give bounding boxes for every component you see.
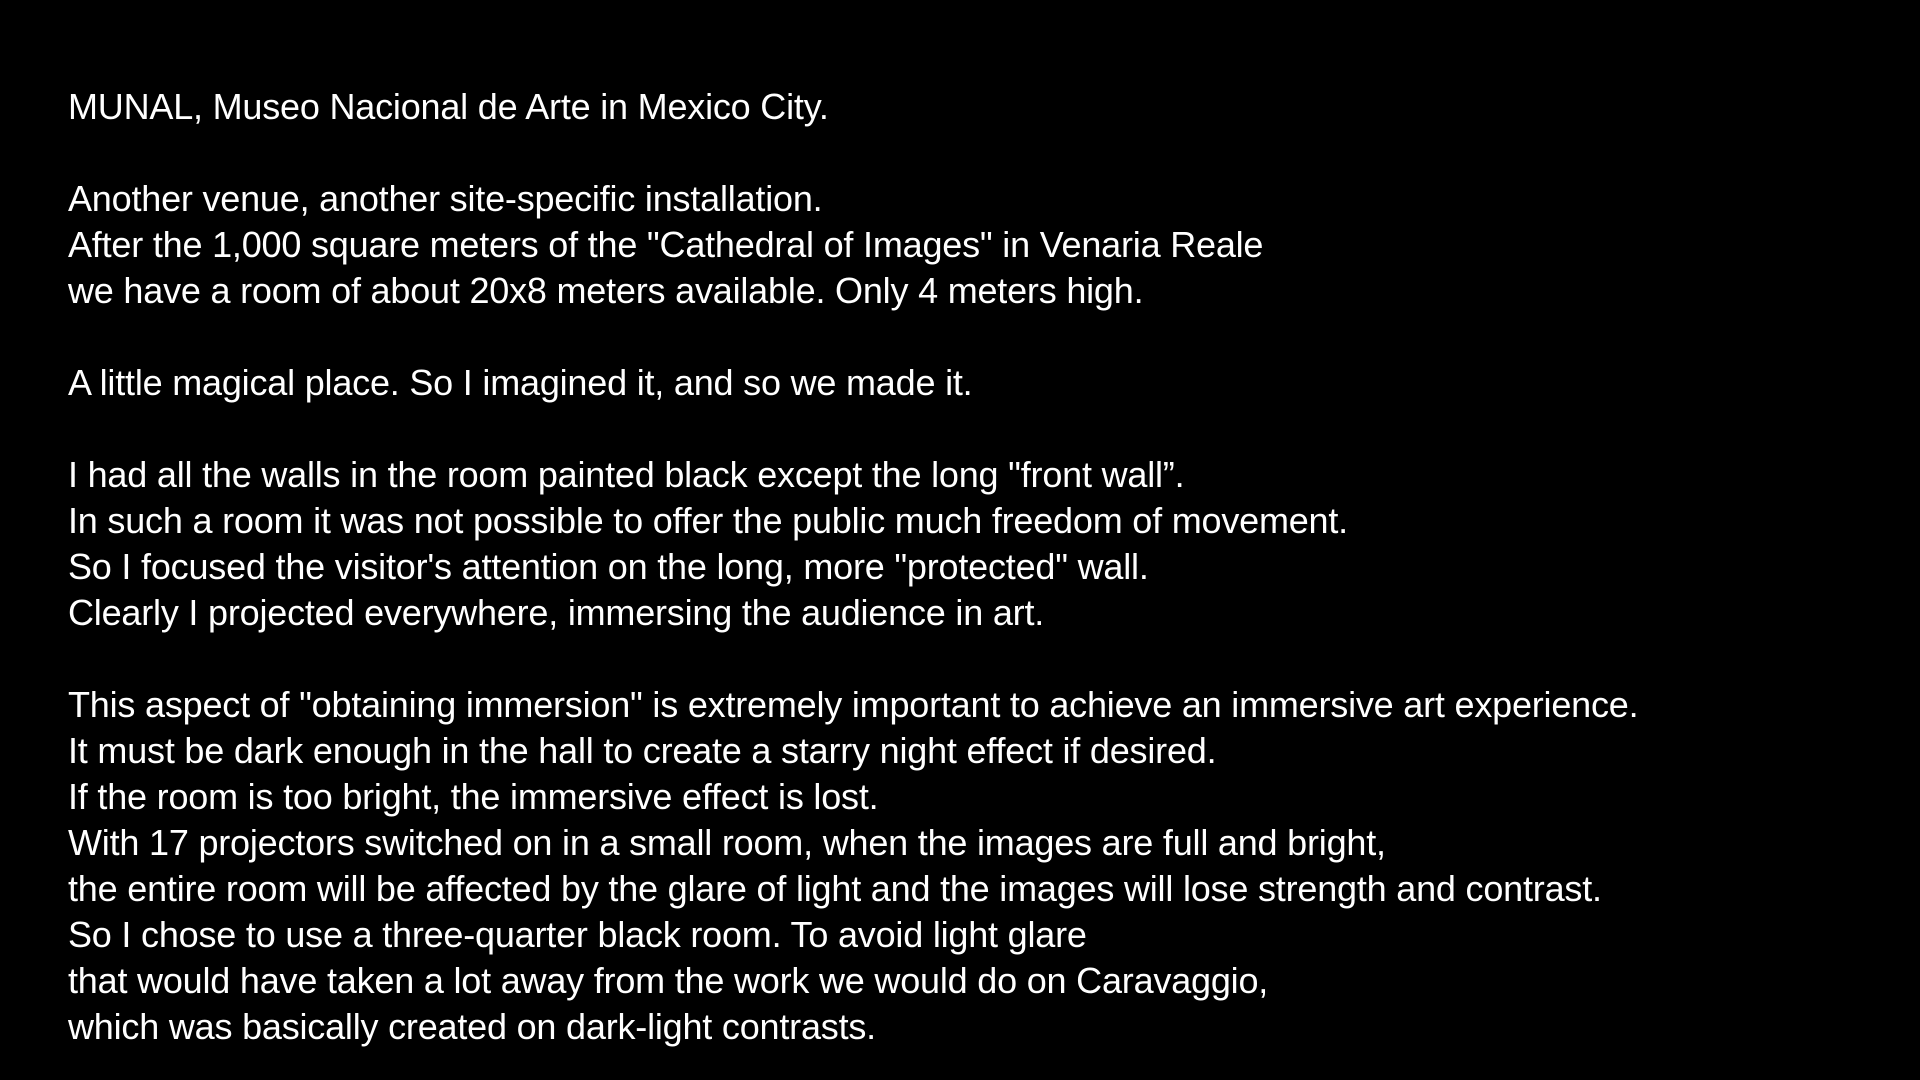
- text-line: With 17 projectors switched on in a small room, when the images are full and bright,: [68, 822, 1386, 863]
- paragraph-installation: [68, 176, 1868, 314]
- text-line: Another venue, another site-specific installation.: [68, 178, 823, 219]
- text-line: MUNAL, Museo Nacional de Arte in Mexico City.: [68, 86, 829, 127]
- text-line: I had all the walls in the room painted black except the long "front wall”.: [68, 454, 1185, 495]
- text-line: It must be dark enough in the hall to create a starry night effect if desired.: [68, 730, 1217, 771]
- text-line: In such a room it was not possible to offer the public much freedom of movement.: [68, 500, 1348, 541]
- text-line: After the 1,000 square meters of the "Cathedral of Images" in Venaria Reale: [68, 224, 1264, 265]
- text-line: Clearly I projected everywhere, immersing the audience in art.: [68, 592, 1045, 633]
- text-block: [68, 84, 1868, 1080]
- paragraph-magical-place: [68, 360, 1868, 406]
- paragraph-walls: [68, 452, 1868, 636]
- text-line: So I chose to use a three-quarter black room. To avoid light glare: [68, 914, 1087, 955]
- text-line: the entire room will be affected by the glare of light and the images will lose strength and contrast.: [68, 868, 1602, 909]
- text-line: A little magical place. So I imagined it, and so we made it.: [68, 362, 973, 403]
- text-line: we have a room of about 20x8 meters available. Only 4 meters high.: [68, 270, 1144, 311]
- paragraph-immersion: [68, 682, 1868, 1050]
- text-line: This aspect of "obtaining immersion" is extremely important to achieve an immersive art experience.: [68, 684, 1639, 725]
- text-line: So I focused the visitor's attention on the long, more "protected" wall.: [68, 546, 1149, 587]
- text-line: that would have taken a lot away from the work we would do on Caravaggio,: [68, 960, 1269, 1001]
- text-line: which was basically created on dark-light contrasts.: [68, 1006, 876, 1047]
- paragraph-venue: [68, 84, 1868, 130]
- text-line: If the room is too bright, the immersive effect is lost.: [68, 776, 879, 817]
